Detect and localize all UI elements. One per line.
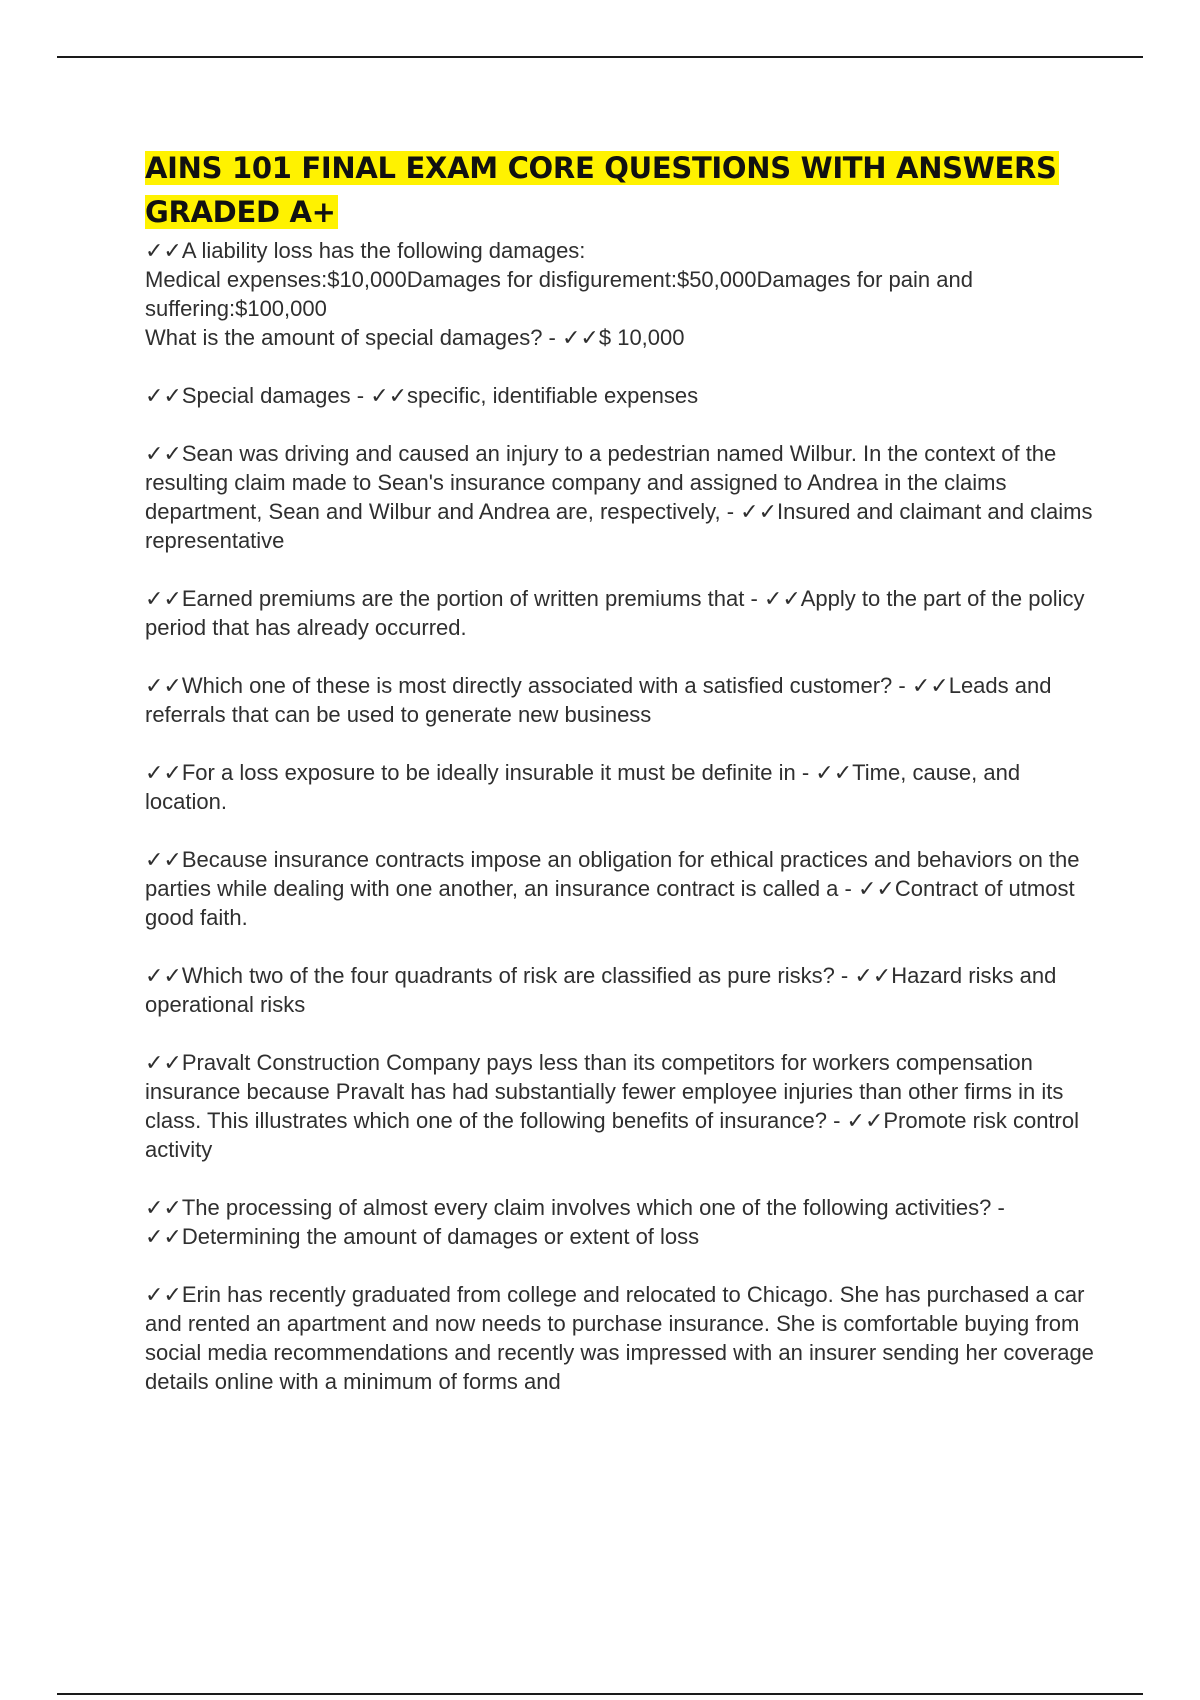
document-body: [145, 146, 1095, 1425]
qa-entry-3: ✓✓Sean was driving and caused an injury to a pedestrian named Wilbur. In the context of the resulting claim made to Sean's insurance company and assigned to Andrea in the claims department, Sean and Wilbur and Andrea are, respectively, - ✓✓Insured and claimant and claims representative: [145, 441, 1093, 553]
qa-entry-5: ✓✓Which one of these is most directly associated with a satisfied customer? - ✓✓Leads and referrals that can be used to generate new business: [145, 673, 1052, 727]
qa-entry-1: ✓✓A liability loss has the following damages: Medical expenses:$10,000Damages for disfigurement:$50,000Damages for pain and suffering:$100,000 What is the amount of special damages? - ✓✓$ 10,000: [145, 238, 973, 350]
qa-entry-8: ✓✓Which two of the four quadrants of risk are classified as pure risks? - ✓✓Hazard risks and operational risks: [145, 963, 1057, 1017]
title-text: FINAL EXAM CORE QUESTIONS WITH ANSWERS GRADED A+: [145, 151, 1057, 229]
bottom-rule: [57, 1693, 1143, 1695]
top-rule: [57, 56, 1143, 58]
qa-entry-4: ✓✓Earned premiums are the portion of written premiums that - ✓✓Apply to the part of the policy period that has already occurred.: [145, 586, 1085, 640]
title-course-code: AINS 101: [145, 151, 292, 185]
qa-entry-11: ✓✓Erin has recently graduated from college and relocated to Chicago. She has purchased a car and rented an apartment and now needs to purchase insurance. She is comfortable buying from social media recommendations and recently was impressed with an insurer sending her coverage details online with a minimum of forms and: [145, 1282, 1094, 1394]
qa-entry-2: ✓✓Special damages - ✓✓specific, identifiable expenses: [145, 383, 699, 408]
qa-entry-10: ✓✓The processing of almost every claim involves which one of the following activities? - ✓✓Determining the amount of damages or extent of loss: [145, 1195, 1005, 1249]
qa-entry-6: ✓✓For a loss exposure to be ideally insurable it must be definite in - ✓✓Time, cause, and location.: [145, 760, 1021, 814]
qa-entry-9: ✓✓Pravalt Construction Company pays less than its competitors for workers compensation insurance because Pravalt has had substantially fewer employee injuries than other firms in its class. This illustrates which one of the following benefits of insurance? - ✓✓Promote risk control activity: [145, 1050, 1079, 1162]
document-title: [145, 146, 1095, 234]
title-highlight: [145, 151, 1059, 229]
qa-entry-7: ✓✓Because insurance contracts impose an obligation for ethical practices and behaviors on the parties while dealing with one another, an insurance contract is called a - ✓✓Contract of utmost good faith.: [145, 847, 1080, 930]
